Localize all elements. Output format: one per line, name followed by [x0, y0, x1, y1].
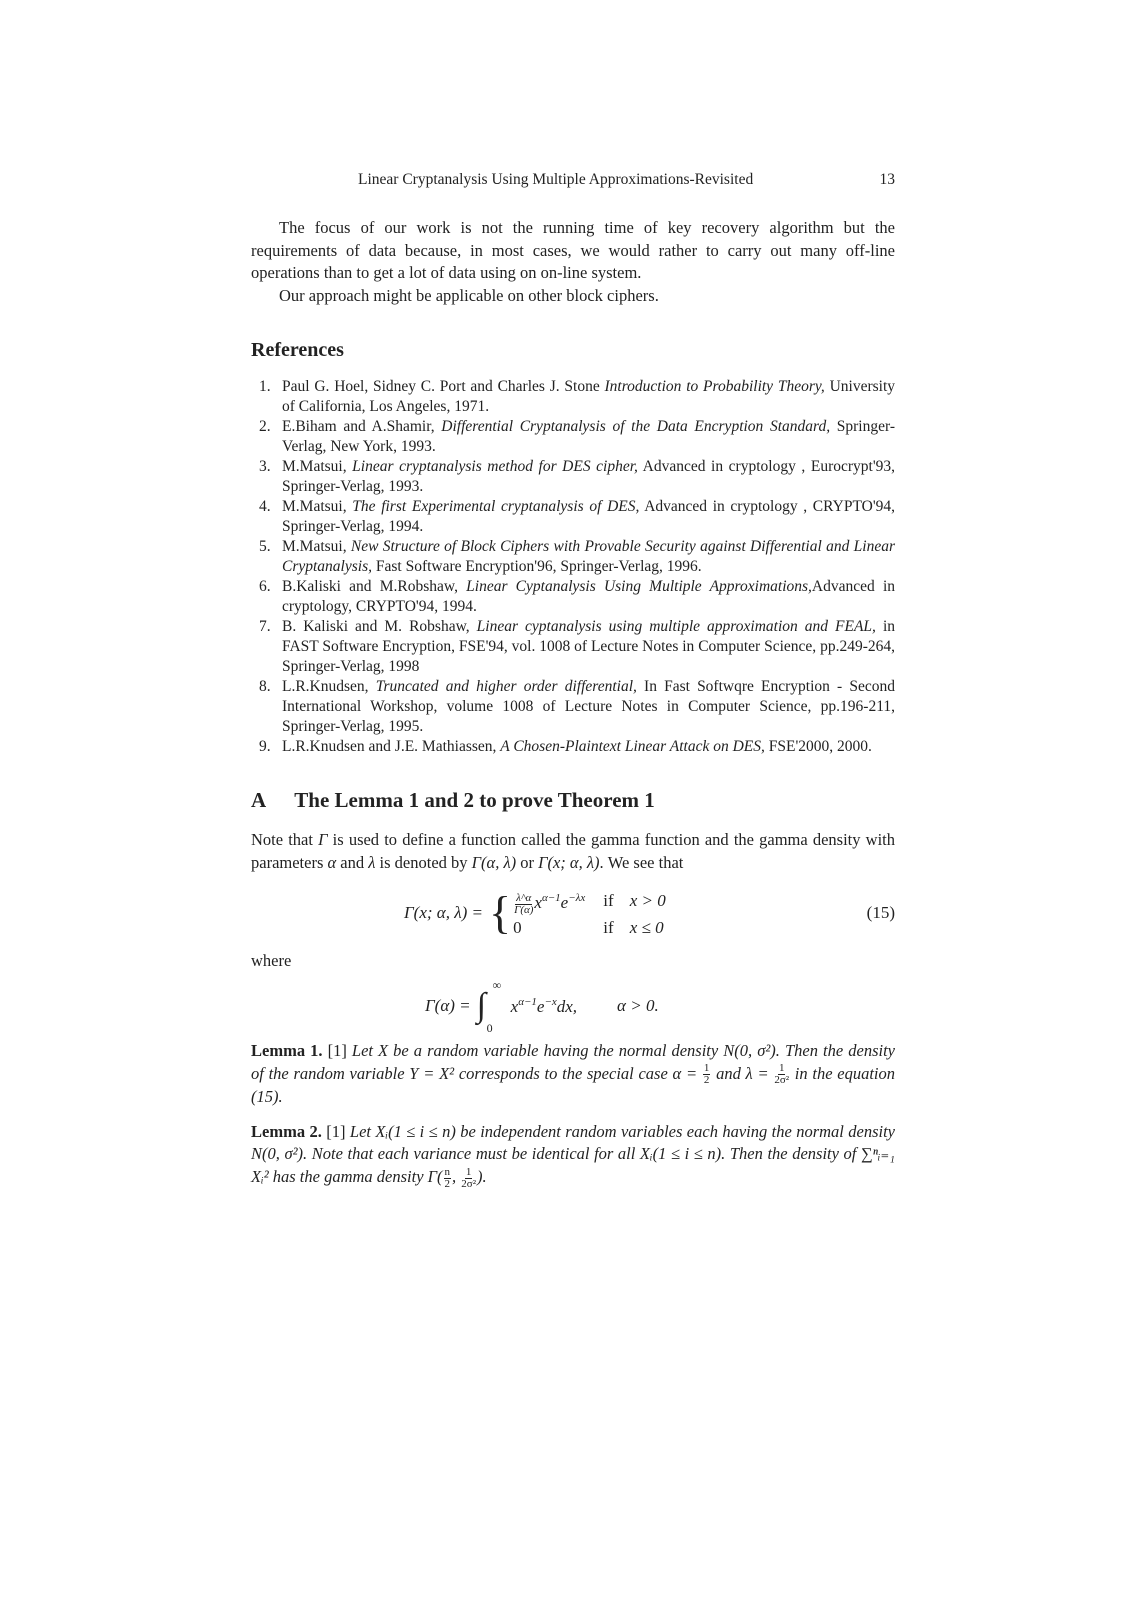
reference-number: 5. [259, 538, 271, 555]
reference-authors: M.Matsui, [282, 498, 353, 515]
lemma-1: Lemma 1. [1] Let X be a random variable having the normal density N(0, σ²). Then the density of the random variable Y = X² corresponds to the special case α = $\frac{1}{2}$ and λ = $\frac{1}{\text{2σ²}}$ in the equation (15). [251, 1041, 896, 1107]
reference-title: Differential Cryptanalysis of the Data Encryption Standard, [441, 418, 831, 435]
appendix-letter: A [251, 788, 266, 812]
integral-sign: ∫ ∞ 0 [476, 978, 502, 1036]
reference-authors: L.R.Knudsen and J.E. Mathiassen, [282, 738, 501, 755]
equation-number: (15) [866, 902, 895, 922]
reference-details: In Fast Softwqre Encryption - Second International Workshop, volume 1008 of Lecture Notes in Computer Science, pp.196-211, Springer-Verlag, 1995. [282, 678, 895, 735]
intro-paragraph-2: Our approach might be applicable on other block ciphers. [279, 285, 659, 305]
reference-authors: M.Matsui, [282, 538, 351, 555]
reference-number: 6. [259, 578, 271, 595]
references-heading: References [251, 339, 344, 361]
reference-title: Linear Cyptanalysis Using Multiple Approximations, [466, 578, 812, 595]
eq15-case1: $\frac{\lambda\^{}\alpha}{\Gamma(\alpha)}$ $x^{\alpha-1}e^{-\lambda x}$ [514, 891, 586, 916]
reference-details: in FAST Software Encryption, FSE'94, vol. 1008 of Lecture Notes in Computer Science, pp.249-264, Springer-Verlag, 1998 [282, 618, 896, 675]
reference-item [251, 457, 895, 497]
reference-authors: E.Biham and A.Shamir, [282, 418, 442, 435]
intro-paragraph-1: The focus of our work is not the running time of key recovery algorithm but the requirements of data because, in most cases, we would rather to carry out many off-line operations than to get a lot of data using on on-line system. [251, 218, 895, 282]
reference-details: Springer-Verlag, New York, 1993. [282, 418, 895, 455]
reference-number: 4. [259, 498, 271, 515]
reference-title: A Chosen-Plaintext Linear Attack on DES, [500, 738, 765, 755]
reference-authors: M.Matsui, [282, 458, 353, 475]
reference-details: Advanced in cryptology , Eurocrypt'93, Springer-Verlag, 1993. [282, 458, 895, 495]
reference-item [251, 417, 895, 457]
appendix-intro: Note that Γ is used to define a function called the gamma function and the gamma density with parameters α and λ is denoted by Γ(α, λ) or Γ(x; α, λ). We see that [251, 830, 895, 872]
reference-details: University of California, Los Angeles, 1971. [282, 378, 895, 415]
reference-item [251, 737, 895, 757]
eq15-lhs: Γ(x; α, λ) = [404, 902, 483, 922]
reference-number: 8. [259, 678, 271, 695]
reference-details: Advanced in cryptology , CRYPTO'94, Springer-Verlag, 1994. [282, 498, 895, 535]
reference-title: Introduction to Probability Theory, [604, 378, 825, 395]
reference-item [251, 497, 895, 537]
eq15-cases: $\frac{\lambda\^{}\alpha}{\Gamma(\alpha)}$ $x^{\alpha-1}e^{-\lambda x}$ if x > 0 0 if x ≤ 0 [513, 886, 674, 940]
reference-authors: L.R.Knudsen, [282, 678, 376, 695]
page-number: 13 [879, 171, 895, 188]
reference-title: Truncated and higher order differential, [375, 678, 637, 695]
reference-authors: B. Kaliski and M. Robshaw, [282, 618, 477, 635]
reference-title: Linear cryptanalysis method for DES cipher, [352, 458, 638, 475]
reference-title: The first Experimental cryptanalysis of DES, [352, 498, 640, 515]
reference-number: 9. [259, 738, 271, 755]
reference-title: New Structure of Block Ciphers with Provable Security against Differential and Linear Cryptanalysis, [282, 538, 895, 575]
reference-item [251, 677, 895, 737]
reference-item [251, 377, 895, 417]
reference-authors: B.Kaliski and M.Robshaw, [282, 578, 467, 595]
lemma-2: Lemma 2. [1] Let Xᵢ(1 ≤ i ≤ n) be independent random variables each having the normal density N(0, σ²). Note that each variance must be identical for all Xᵢ(1 ≤ i ≤ n). Then the density of ∑ⁿᵢ₌₁ Xᵢ² has the gamma density Γ( $\frac{n}{2}$ , $\frac{1}{\text{2σ²}}$ ). [251, 1121, 896, 1190]
reference-item [251, 577, 895, 617]
reference-number: 7. [259, 618, 271, 635]
gamma-function-equation: Γ(α) = ∫ ∞ 0 $x^{\alpha-1}e^{-x}dx$, α > 0. [425, 978, 659, 1036]
reference-number: 1. [259, 378, 271, 395]
reference-details: Fast Software Encryption'96, Springer-Verlag, 1996. [372, 558, 702, 575]
where-text: where [251, 950, 292, 970]
appendix-title: The Lemma 1 and 2 to prove Theorem 1 [294, 788, 655, 812]
equation-15 [251, 886, 895, 940]
running-title: Linear Cryptanalysis Using Multiple Approximations-Revisited [358, 171, 754, 188]
reference-title: Linear cyptanalysis using multiple approximation and FEAL, [476, 618, 876, 635]
reference-details: Advanced in cryptology, CRYPTO'94, 1994. [282, 578, 895, 615]
reference-item [251, 537, 895, 577]
reference-authors: Paul G. Hoel, Sidney C. Port and Charles J. Stone [282, 378, 605, 395]
eq15-brace: { [488, 886, 512, 938]
reference-details: FSE'2000, 2000. [764, 738, 872, 755]
reference-list [251, 377, 895, 757]
reference-number: 3. [259, 458, 271, 475]
appendix-heading [251, 787, 895, 813]
reference-number: 2. [259, 418, 271, 435]
reference-item [251, 617, 895, 677]
main-column [251, 217, 895, 1190]
running-header [358, 171, 895, 189]
